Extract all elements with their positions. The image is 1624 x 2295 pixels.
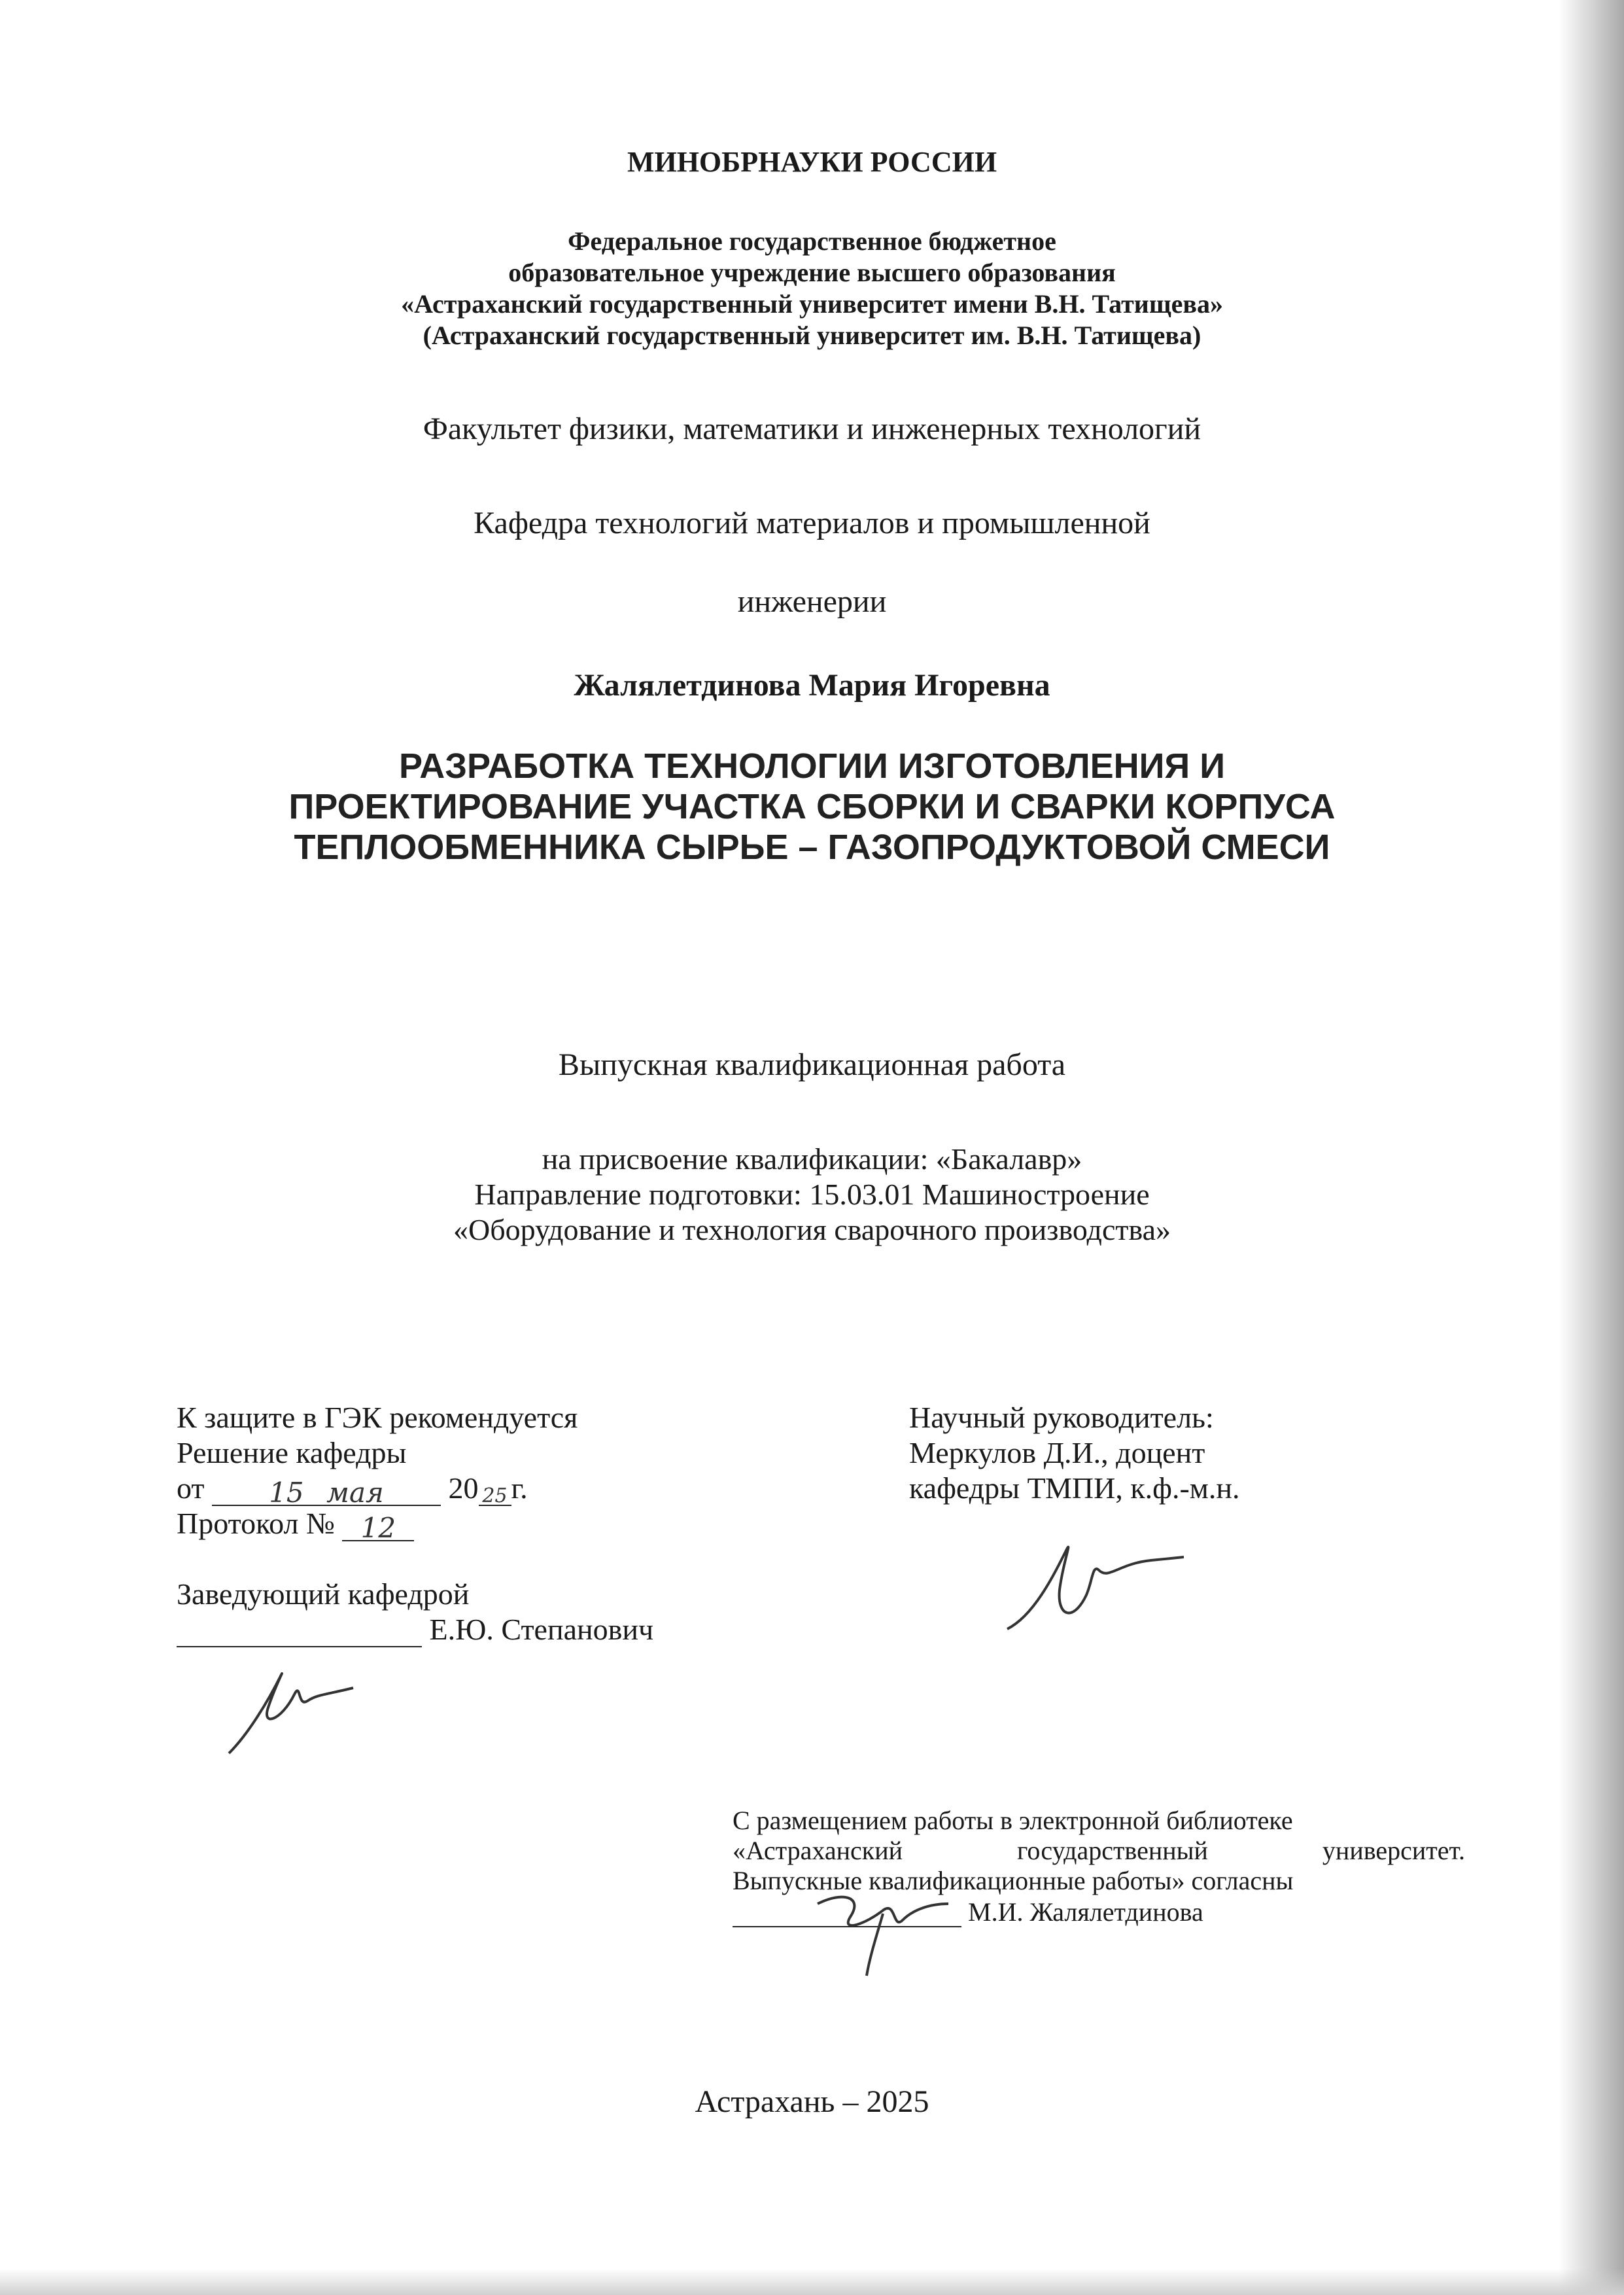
protocol-label: Протокол № [177,1507,335,1540]
department-name [0,484,1624,641]
qualification-line: на присвоение квалификации: «Бакалавр» [542,1142,1082,1176]
supervisor-label: Научный руководитель: [909,1401,1214,1434]
head-signature-line [177,1612,653,1647]
org-line: (Астраханский государственный университет им. В.Н. Татищева) [423,321,1201,350]
student-name: М.И. Жалялетдинова [968,1897,1203,1927]
department-line: инженерии [737,584,887,619]
year-unit: г. [511,1471,528,1505]
student-signature [804,1884,961,1982]
date-month: мая [326,1477,384,1509]
defense-recommend: К защите в ГЭК рекомендуется [177,1401,578,1434]
year-suffix: 25 [482,1484,508,1507]
scan-shadow-bottom [0,2269,1624,2295]
year-prefix: 20 [448,1471,479,1505]
supervisor-name: Меркулов Д.И., доцент [909,1436,1205,1469]
supervisor-position: кафедры ТМПИ, к.ф.-м.н. [909,1471,1240,1505]
supervisor-signature [994,1524,1190,1655]
consent-line-3: Выпускные квалификационные работы» согласны [733,1866,1294,1895]
defense-decision: Решение кафедры [177,1436,407,1469]
consent-line-2: «Астраханский государственный университет. [733,1836,1465,1865]
date-field [212,1475,441,1509]
consent-line-1: С размещением работы в электронной библиотеке [733,1806,1293,1835]
head-signature [222,1662,379,1766]
org-line: «Астраханский государственный университет имени В.Н. Татищева» [401,289,1223,319]
ministry-heading: МИНОБРНАУКИ РОССИИ [627,146,997,178]
author-name: Жалялетдинова Мария Игоревна [574,668,1050,703]
protocol [177,1506,653,1544]
defense-block [177,1400,653,1647]
date-day: 15 [269,1477,304,1509]
faculty-name: Факультет физики, математики и инженерных технологий [423,412,1201,446]
protocol-field [342,1510,414,1544]
org-line: Федеральное государственное бюджетное [568,226,1056,256]
signature-blank [177,1616,422,1647]
title-line: ПРОЕКТИРОВАНИЕ УЧАСТКА СБОРКИ И СВАРКИ КОРПУСА [288,787,1336,826]
title-line: ТЕПЛООБМЕННИКА СЫРЬЕ – ГАЗОПРОДУКТОВОЙ СМЕСИ [294,828,1330,867]
title-line: РАЗРАБОТКА ТЕХНОЛОГИИ ИЗГОТОВЛЕНИЯ И [398,746,1226,786]
protocol-number: 12 [360,1512,396,1544]
organization-block [0,226,1624,351]
date-prefix: от [177,1471,205,1505]
work-type: Выпускная квалификационная работа [558,1047,1066,1082]
head-label: Заведующий кафедрой [177,1577,470,1611]
department-line: Кафедра технологий материалов и промышленной [474,506,1150,540]
org-line: образовательное учреждение высшего образования [508,258,1116,287]
year-field [479,1475,511,1506]
city-year: Астрахань – 2025 [695,2084,929,2119]
qualification-line: Направление подготовки: 15.03.01 Машиностроение [474,1178,1150,1211]
qualification-line: «Оборудование и технология сварочного производства» [453,1213,1171,1246]
defense-date [177,1471,653,1509]
head-name: Е.Ю. Степанович [429,1613,654,1646]
qualification-block [0,1142,1624,1248]
supervisor-block [909,1400,1240,1506]
thesis-title [0,746,1624,867]
